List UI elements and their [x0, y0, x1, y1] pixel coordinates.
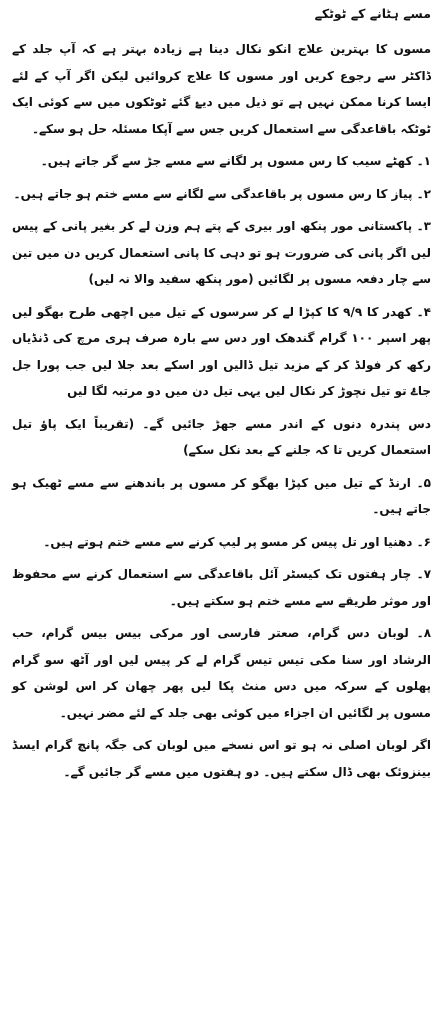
remedy-text: اگر لوبان اصلی نہ ہو تو اس نسخے میں لوبان کی جگہ پانچ گرام ایسڈ بینزوئک بھی ڈال سکتے ہیں۔ دو ہفتوں میں مسے گر جائیں گے۔: [12, 738, 431, 779]
remedy-item-4-note: [12, 411, 431, 464]
remedy-text: کھدر کا ۹/۹ کا کپڑا لے کر سرسوں کے تیل میں اچھی طرح بھگو لیں پھر اسپر ۱۰۰ گرام گندھک اور دس سے بارہ صرف ہری مرچ کی ڈنڈیاں رکھ کر فولڈ کر کے مزید تیل ڈالیں اور اسکے بعد جلا لیں جب پورا جل جاۓ تو تیل نچوڑ کر نکال لیں یہی تیل دن میں دو مرتبہ لگا لیں: [12, 304, 431, 398]
remedy-number: ۴۔: [416, 304, 431, 319]
remedy-number: ۲۔: [416, 186, 431, 201]
remedy-text: کھٹے سیب کا رس مسوں پر لگانے سے مسے جڑ سے گر جاتے ہیں۔: [40, 154, 413, 168]
remedy-item-6: [12, 529, 431, 556]
remedy-number: ۳۔: [416, 219, 431, 233]
remedy-item-2: [12, 181, 431, 208]
remedy-text: پیاز کا رس مسوں پر باقاعدگی سے لگانے سے مسے ختم ہو جاتے ہیں۔: [13, 186, 413, 201]
remedy-item-1: [12, 148, 431, 175]
remedy-text: ارنڈ کے تیل میں کپڑا بھگو کر مسوں پر باندھنے سے مسے ٹھیک ہو جاتے ہیں۔: [12, 475, 431, 516]
remedy-item-4: [12, 299, 431, 405]
remedy-number: ۸۔: [416, 626, 432, 640]
remedy-number: ۶۔: [416, 534, 431, 549]
remedy-text: دھنیا اور تل پیس کر مسو پر لیپ کرنے سے مسے ختم ہوتے ہیں۔: [43, 534, 413, 549]
remedy-text: چار ہفتوں تک کیسٹر آئل باقاعدگی سے استعمال کرنے سے محفوظ اور موثر طریقے سے مسے ختم ہو سکتے ہیں۔: [12, 567, 431, 608]
remedy-number: ۵۔: [416, 475, 431, 490]
remedy-item-3: [12, 213, 431, 293]
intro-paragraph: مسوں کا بہترین علاج انکو نکال دینا ہے زیادہ بہتر ہے کہ آپ جلد کے ڈاکٹر سے رجوع کریں اور مسوں کا علاج کروائیں لیکن اگر آپ کے لئے ایسا کرنا ممکن نہیں ہے تو ذیل میں دیۓ گئے ٹوٹکوں میں سے کوئی ایک ٹوٹکہ باقاعدگی سے استعمال کریں جس سے آپکا مسئلہ حل ہو سکے۔: [12, 42, 431, 136]
remedy-number: ۱۔: [416, 154, 431, 168]
remedy-item-8: [12, 620, 431, 726]
article-title: مسے ہٹانے کے ٹوٹکے: [314, 6, 431, 21]
remedy-item-7: [12, 561, 431, 614]
remedy-number: ۷۔: [416, 567, 432, 581]
remedy-item-5: [12, 470, 431, 523]
remedy-item-8-note: [12, 732, 431, 785]
remedy-text: پاکستانی مور پنکھ اور بیری کے پتے ہم وزن لے کر بغیر پانی کے پیس لیں اگر پانی کی ضرورت ہو تو دہی کا پانی استعمال کریں دن میں تین سے چار دفعہ مسوں پر لگائیں (مور پنکھ سفید والا نہ لیں): [12, 219, 431, 286]
remedy-text: لوبان دس گرام، صعتر فارسی اور مرکی بیس بیس گرام، حب الرشاد اور سنا مکی تیس تیس گرام لے کر پیس لیں اور آٹھ سو گرام پھلوں کے سرکہ میں دس منٹ پکا لیں پھر چھان کر اس لوشن کو مسوں پر لگائیں ان اجزاء میں کوئی بھی جلد کے لئے مضر نہیں۔: [12, 626, 431, 720]
remedy-text: دس پندرہ دنوں کے اندر مسے جھڑ جائیں گے۔ (تقریباً ایک پاؤ تیل استعمال کریں تا کہ جلنے کے بعد نکل سکے): [12, 416, 431, 457]
